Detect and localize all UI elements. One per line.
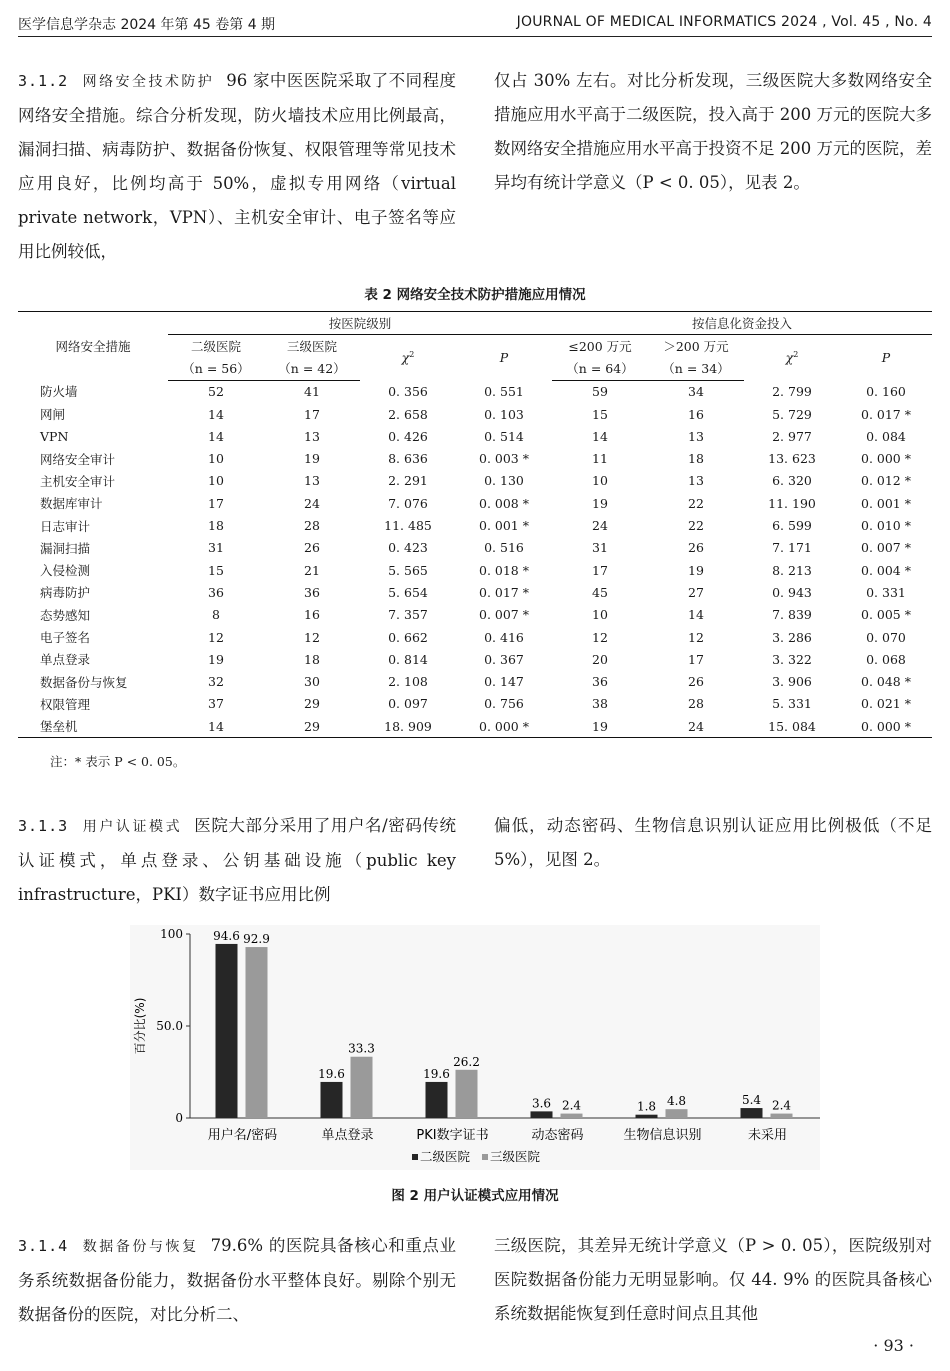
table-cell: 5. 654 xyxy=(388,584,428,600)
table-cell: 7. 076 xyxy=(388,495,428,511)
s314-heading: 3.1.4 数据备份与恢复 xyxy=(18,1237,199,1255)
s312-right-text: 仅占 30% 左右。对比分析发现，三级医院大多数网络安全措施应用水平高于二级医院，投入高于 200 万元的医院大多数网络安全措施应用水平高于投资不足 200 万元的医院，差异均有统计学意义（P < 0. 05），见表 2。 xyxy=(494,71,932,192)
bar-level2 xyxy=(741,1108,763,1118)
table-row xyxy=(18,715,932,738)
table2 xyxy=(18,311,932,738)
running-header xyxy=(18,10,932,37)
table-cell: 19 xyxy=(592,495,608,511)
table-cell: 32 xyxy=(208,674,224,690)
table-cell: 45 xyxy=(592,584,608,600)
bar-value-label: 19.6 xyxy=(423,1066,450,1081)
x-tick-label: 生物信息识别 xyxy=(623,1128,702,1143)
table-row xyxy=(18,693,932,715)
legend-label: 三级医院 xyxy=(490,1149,541,1164)
bar-level3 xyxy=(771,1114,793,1118)
table-cell: 12 xyxy=(208,629,224,645)
table-cell: 26 xyxy=(304,540,320,556)
table-cell: 2. 658 xyxy=(388,406,428,422)
table-cell: 8. 636 xyxy=(388,451,428,467)
table-cell: 19 xyxy=(208,651,224,667)
table-cell: 0. 017 * xyxy=(479,584,529,600)
s314-right-text: 三级医院，其差异无统计学意义（P > 0. 05），医院级别对医院数据备份能力无明显影响。仅 44. 9% 的医院具备核心系统数据能恢复到任意时间点且其他 xyxy=(494,1236,932,1323)
table-cell: 0. 756 xyxy=(484,696,524,712)
table-cell: 3. 286 xyxy=(772,629,812,645)
table-cell: 22 xyxy=(688,495,704,511)
bar-level2 xyxy=(636,1115,658,1118)
table-cell: 0. 018 * xyxy=(479,562,529,578)
col-chi1-header: $\chi^2$ xyxy=(401,349,415,366)
s313-left-text: 医院大部分采用了用户名/密码传统认证模式，单点登录、公钥基础设施（public key infrastructure，PKI）数字证书应用比例 xyxy=(18,816,457,904)
bar-level3 xyxy=(561,1114,583,1118)
n-lt200: （n = 64） xyxy=(552,357,648,380)
table-cell: 15 xyxy=(592,406,608,422)
table-cell: 0. 003 * xyxy=(479,451,529,467)
table-cell: 0. 000 * xyxy=(861,718,911,734)
table-cell: 0. 008 * xyxy=(479,495,529,511)
n-level2: （n = 56） xyxy=(168,357,264,380)
bar-value-label: 2.4 xyxy=(771,1098,792,1113)
table-cell: 6. 599 xyxy=(772,518,812,534)
row-label: 网络安全审计 xyxy=(40,451,116,467)
table-cell: 0. 005 * xyxy=(861,607,911,623)
y-tick-label: 50.0 xyxy=(156,1019,183,1033)
table-cell: 0. 048 * xyxy=(861,674,911,690)
col-level2-header: 二级医院 xyxy=(190,339,241,355)
table-cell: 0. 012 * xyxy=(861,473,911,489)
table-cell: 0. 001 * xyxy=(479,518,529,534)
table-cell: 29 xyxy=(304,718,320,734)
table-cell: 28 xyxy=(304,518,320,534)
bar-level2 xyxy=(321,1082,343,1118)
page-number: · 93 · xyxy=(873,1336,914,1355)
table-row xyxy=(18,648,932,670)
table-cell: 31 xyxy=(592,540,608,556)
table-cell: 0. 068 xyxy=(866,651,906,667)
table-row xyxy=(18,403,932,425)
row-label: 数据备份与恢复 xyxy=(40,674,128,690)
x-tick-label: 用户名/密码 xyxy=(207,1128,278,1143)
s314-left-text: 79.6% 的医院具备核心和重点业务系统数据备份能力，数据备份水平整体良好。剔除个别无数据备份的医院，对比分析二、 xyxy=(18,1236,456,1324)
table-cell: 0. 147 xyxy=(484,674,524,690)
table-cell: 59 xyxy=(592,384,608,400)
table2-caption: 表 2 网络安全技术防护措施应用情况 xyxy=(364,287,586,303)
table-row xyxy=(18,537,932,559)
table-cell: 15. 084 xyxy=(768,718,816,734)
col-chi2-header: $\chi^2$ xyxy=(785,349,799,366)
table-cell: 0. 001 * xyxy=(861,495,911,511)
table-cell: 6. 320 xyxy=(772,473,812,489)
table-cell: 7. 171 xyxy=(772,540,812,556)
row-label: 权限管理 xyxy=(40,696,91,712)
table-cell: 37 xyxy=(208,696,224,712)
table-cell: 18. 909 xyxy=(384,718,432,734)
journal-header-cn: 医学信息学杂志 2024 年第 45 卷第 4 期 xyxy=(18,17,276,33)
table-row xyxy=(18,425,932,447)
row-label: 漏洞扫描 xyxy=(40,540,91,556)
row-label: 主机安全审计 xyxy=(40,473,116,489)
s313-right-text: 偏低，动态密码、生物信息识别认证应用比例极低（不足 5%），见图 2。 xyxy=(494,816,932,869)
row-label: 电子签名 xyxy=(40,630,91,645)
bar-value-label: 2.4 xyxy=(561,1098,582,1113)
table-cell: 0. 070 xyxy=(866,629,906,645)
table-row xyxy=(18,470,932,492)
table-cell: 12 xyxy=(592,629,608,645)
table-cell: 24 xyxy=(688,718,704,734)
table-row xyxy=(18,559,932,581)
table-cell: 0. 000 * xyxy=(861,451,911,467)
table-cell: 13 xyxy=(304,473,320,489)
table-cell: 12 xyxy=(688,629,704,645)
row-label: 数据库审计 xyxy=(40,496,103,512)
table-cell: 2. 291 xyxy=(388,473,428,489)
table-cell: 28 xyxy=(688,696,704,712)
row-label: 日志审计 xyxy=(40,518,91,534)
table-cell: 29 xyxy=(304,696,320,712)
table-cell: 24 xyxy=(304,495,320,511)
bar-level2 xyxy=(426,1082,448,1118)
table-cell: 10 xyxy=(208,451,224,467)
table-cell: 0. 084 xyxy=(866,428,906,444)
bar-value-label: 4.8 xyxy=(666,1094,687,1109)
table-cell: 0. 551 xyxy=(484,383,524,399)
s314-left-column xyxy=(18,1229,456,1332)
table-cell: 26 xyxy=(688,540,704,556)
col-gt200-header: ＞200 万元 xyxy=(663,339,729,355)
n-gt200: （n = 34） xyxy=(648,357,744,380)
table-cell: 41 xyxy=(304,384,320,400)
table-cell: 36 xyxy=(304,584,320,600)
row-label: 态势感知 xyxy=(40,607,91,623)
bar-value-label: 5.4 xyxy=(741,1093,762,1108)
table-cell: 0. 662 xyxy=(388,629,428,645)
table-cell: 0. 021 * xyxy=(861,696,911,712)
s313-heading: 3.1.3 用户认证模式 xyxy=(18,817,183,835)
table-cell: 0. 017 * xyxy=(861,406,911,422)
table-cell: 13. 623 xyxy=(768,451,816,467)
x-tick-label: 未采用 xyxy=(747,1128,788,1143)
table-cell: 27 xyxy=(688,584,704,600)
bar-level2 xyxy=(531,1111,553,1118)
table-cell: 20 xyxy=(592,651,608,667)
col-measure-header: 网络安全措施 xyxy=(55,339,131,355)
col-p1-header: P xyxy=(499,350,509,366)
table-cell: 3. 322 xyxy=(772,651,812,667)
s312-left-column xyxy=(18,64,456,269)
table-cell: 34 xyxy=(688,384,704,400)
table-cell: 18 xyxy=(688,451,704,467)
table-cell: 0. 814 xyxy=(388,651,428,667)
table-cell: 11 xyxy=(592,451,608,467)
table-cell: 3. 906 xyxy=(772,674,812,690)
s312-right-column xyxy=(494,64,932,200)
legend-swatch xyxy=(412,1154,418,1160)
table-cell: 10 xyxy=(592,473,608,489)
legend-swatch xyxy=(482,1154,488,1160)
table-cell: 5. 565 xyxy=(388,562,428,578)
table-cell: 21 xyxy=(304,562,320,578)
table-cell: 0. 004 * xyxy=(861,562,911,578)
legend-label: 二级医院 xyxy=(420,1149,471,1164)
table-cell: 36 xyxy=(208,584,224,600)
table-cell: 0. 423 xyxy=(388,540,428,556)
y-tick-label: 0 xyxy=(175,1111,183,1125)
table-cell: 0. 000 * xyxy=(479,718,529,734)
table-cell: 15 xyxy=(208,562,224,578)
group-invest-header: 按信息化资金投入 xyxy=(552,312,932,335)
y-axis-label: 百分比(%) xyxy=(133,997,147,1055)
row-label: 病毒防护 xyxy=(40,585,91,601)
s313-left-column xyxy=(18,809,456,912)
table-cell: 0. 103 xyxy=(484,406,524,422)
row-label: 入侵检测 xyxy=(40,563,91,579)
table-cell: 16 xyxy=(304,607,320,623)
bar-value-label: 19.6 xyxy=(318,1066,345,1081)
table-cell: 0. 356 xyxy=(388,383,428,399)
bar-value-label: 33.3 xyxy=(348,1041,375,1056)
table-cell: 8. 213 xyxy=(772,562,812,578)
table-cell: 31 xyxy=(208,540,224,556)
table-cell: 18 xyxy=(304,651,320,667)
figure2-chart xyxy=(130,925,820,1170)
table-cell: 0. 007 * xyxy=(479,607,529,623)
x-tick-label: 动态密码 xyxy=(531,1128,584,1143)
s312-heading: 3.1.2 网络安全技术防护 xyxy=(18,72,215,90)
table-cell: 26 xyxy=(688,674,704,690)
table-row xyxy=(18,492,932,514)
table-cell: 7. 357 xyxy=(388,607,428,623)
col-p2-header: P xyxy=(881,350,891,366)
table-cell: 0. 097 xyxy=(388,696,428,712)
journal-header-en: JOURNAL OF MEDICAL INFORMATICS 2024 , Vol. 45 , No. 4 xyxy=(516,14,932,30)
table-cell: 17 xyxy=(688,651,704,667)
group-level-header: 按医院级别 xyxy=(168,312,552,335)
table-cell: 0. 943 xyxy=(772,584,812,600)
table-row xyxy=(18,447,932,469)
table-cell: 14 xyxy=(208,406,224,422)
row-label: 堡垒机 xyxy=(40,719,78,735)
table-cell: 5. 729 xyxy=(772,406,812,422)
s312-left-text: 96 家中医医院采取了不同程度网络安全措施。综合分析发现，防火墙技术应用比例最高，漏洞扫描、病毒防护、数据备份恢复、权限管理等常见技术应用良好，比例均高于 50%，虚拟专用网络（virtual private network，VPN）、主机安全审计、电子签名等应用比例较低， xyxy=(18,71,457,261)
table-cell: 13 xyxy=(304,428,320,444)
table-cell: 19 xyxy=(304,451,320,467)
table-cell: 19 xyxy=(592,718,608,734)
x-tick-label: PKI数字证书 xyxy=(416,1128,489,1143)
table2-note: 注：* 表示 P < 0. 05。 xyxy=(50,754,186,769)
table-row xyxy=(18,514,932,536)
table-cell: 19 xyxy=(688,562,704,578)
table-cell: 22 xyxy=(688,518,704,534)
table-cell: 11. 190 xyxy=(768,495,816,511)
bar-level3 xyxy=(246,947,268,1118)
row-label: 网闸 xyxy=(40,407,66,423)
table-cell: 14 xyxy=(208,428,224,444)
table-cell: 14 xyxy=(592,428,608,444)
table-cell: 0. 010 * xyxy=(861,518,911,534)
bar-level3 xyxy=(351,1057,373,1118)
table-cell: 13 xyxy=(688,428,704,444)
table-row xyxy=(18,581,932,603)
table-cell: 38 xyxy=(592,696,608,712)
col-lt200-header: ≤200 万元 xyxy=(568,339,632,355)
table-cell: 0. 514 xyxy=(484,428,524,444)
table-cell: 12 xyxy=(304,629,320,645)
x-tick-label: 单点登录 xyxy=(321,1128,374,1143)
bar-value-label: 92.9 xyxy=(243,932,270,947)
n-level3: （n = 42） xyxy=(264,357,360,380)
table-row xyxy=(18,380,932,403)
table-cell: 0. 416 xyxy=(484,629,524,645)
row-label: 单点登录 xyxy=(40,652,91,668)
table-row xyxy=(18,670,932,692)
table-cell: 5. 331 xyxy=(772,696,812,712)
table-cell: 2. 799 xyxy=(772,383,812,399)
table2-body xyxy=(18,380,932,738)
table-cell: 24 xyxy=(592,518,608,534)
table-cell: 13 xyxy=(688,473,704,489)
row-label: 防火墙 xyxy=(40,384,78,400)
table-row xyxy=(18,626,932,648)
bar-value-label: 26.2 xyxy=(453,1054,480,1069)
table-cell: 17 xyxy=(208,495,224,511)
table-cell: 36 xyxy=(592,674,608,690)
table-cell: 0. 007 * xyxy=(861,540,911,556)
table-cell: 0. 130 xyxy=(484,473,524,489)
bar-value-label: 94.6 xyxy=(213,928,240,943)
table-cell: 16 xyxy=(688,406,704,422)
table-cell: 14 xyxy=(208,718,224,734)
table-cell: 10 xyxy=(592,607,608,623)
bar-value-label: 3.6 xyxy=(531,1096,552,1111)
table-cell: 18 xyxy=(208,518,224,534)
table-cell: 8 xyxy=(212,607,220,623)
table-cell: 0. 331 xyxy=(866,584,906,600)
bar-level2 xyxy=(216,944,238,1118)
table-cell: 14 xyxy=(688,607,704,623)
row-label: VPN xyxy=(40,428,69,444)
table-cell: 0. 160 xyxy=(866,383,906,399)
table-cell: 10 xyxy=(208,473,224,489)
table-cell: 11. 485 xyxy=(384,518,432,534)
table-cell: 52 xyxy=(208,384,224,400)
bar-level3 xyxy=(456,1070,478,1118)
table-cell: 30 xyxy=(304,674,320,690)
table-cell: 0. 516 xyxy=(484,540,524,556)
table-cell: 2. 108 xyxy=(388,674,428,690)
y-tick-label: 100 xyxy=(160,927,183,941)
bar-level3 xyxy=(666,1109,688,1118)
col-level3-header: 三级医院 xyxy=(286,339,337,355)
bar-value-label: 1.8 xyxy=(636,1099,657,1114)
table-row xyxy=(18,604,932,626)
table-cell: 17 xyxy=(592,562,608,578)
figure2-caption: 图 2 用户认证模式应用情况 xyxy=(391,1188,559,1204)
table-cell: 0. 367 xyxy=(484,651,524,667)
s314-right-column xyxy=(494,1229,932,1331)
table-cell: 2. 977 xyxy=(772,428,812,444)
table-cell: 0. 426 xyxy=(388,428,428,444)
table-cell: 17 xyxy=(304,406,320,422)
s313-right-column xyxy=(494,809,932,877)
table-cell: 7. 839 xyxy=(772,607,812,623)
